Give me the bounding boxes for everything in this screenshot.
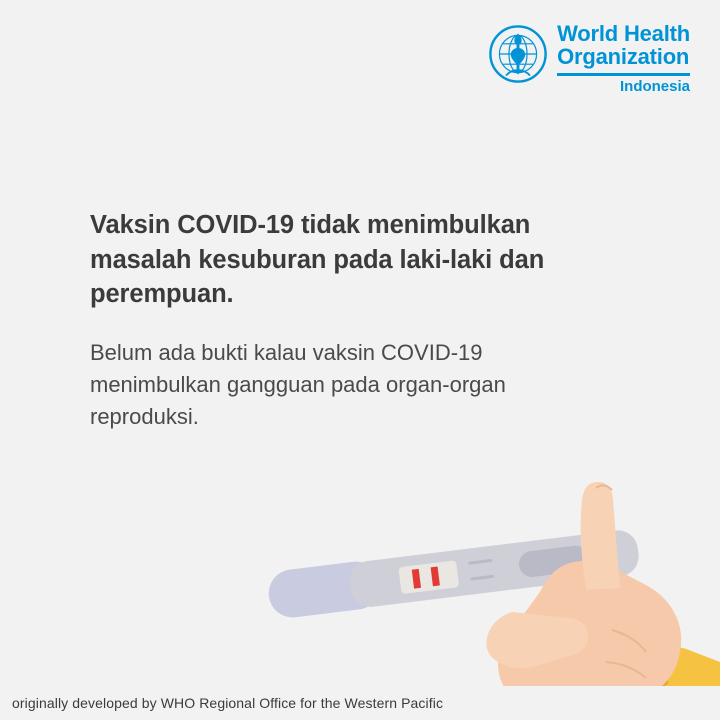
- who-logo: [488, 22, 690, 95]
- who-wordmark: [557, 22, 690, 95]
- index-finger: [581, 482, 620, 590]
- footer-credit: originally developed by WHO Regional Office for the Western Pacific: [12, 695, 444, 711]
- who-line-1: World Health: [557, 21, 690, 46]
- hand-holding-pregnancy-test-illustration: [0, 380, 720, 720]
- who-divider: [557, 73, 690, 76]
- who-emblem-icon: [488, 24, 548, 84]
- who-line-2: Organization: [557, 44, 690, 70]
- footer-bar: [0, 686, 720, 720]
- who-country-label: Indonesia: [619, 77, 690, 95]
- headline-text: Vaksin COVID-19 tidak menimbulkan masalah kesuburan pada laki-laki dan perempuan.: [90, 211, 545, 309]
- body-text: Belum ada bukti kalau vaksin COVID-19 menimbulkan gangguan pada organ-organ reproduksi.: [90, 340, 506, 429]
